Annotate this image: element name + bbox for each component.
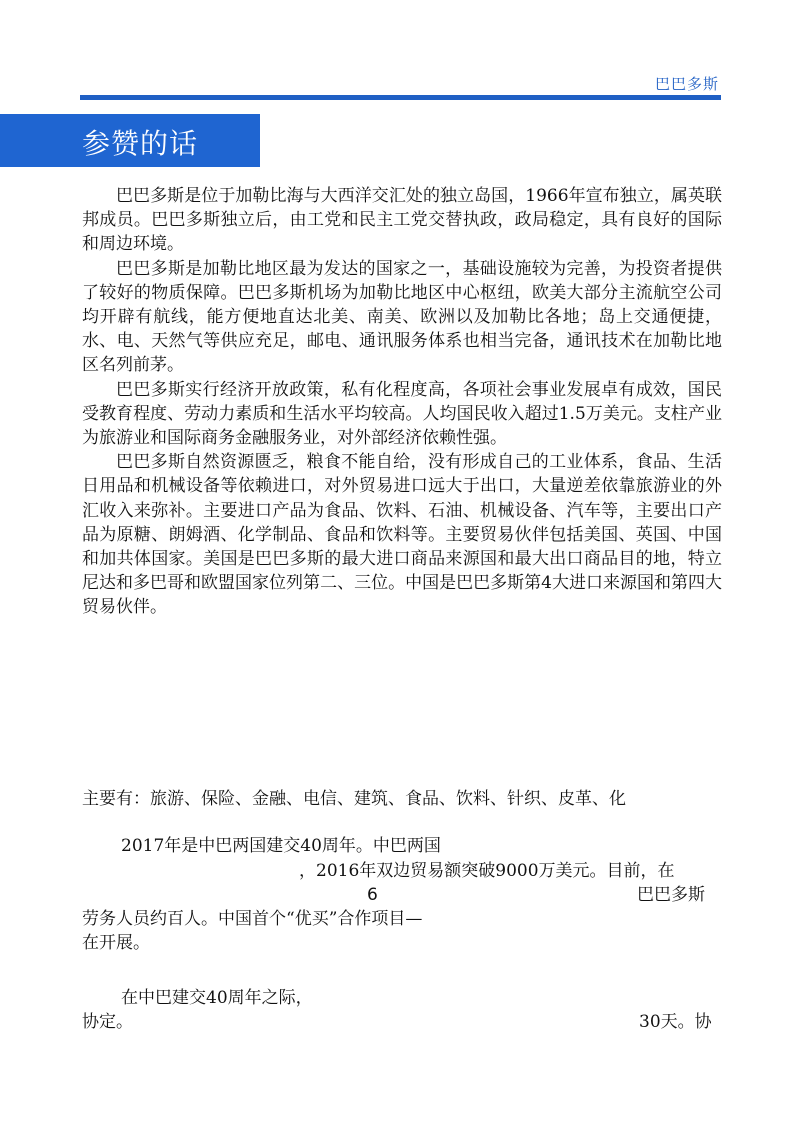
relations-fragment: 巴巴多斯	[637, 885, 705, 905]
relations-fragment: 劳务人员约百人。中国首个“优买”合作项目—	[82, 909, 423, 929]
paragraph: 巴巴多斯实行经济开放政策，私有化程度高，各项社会事业发展卓有成效，国民受教育程度、劳动力素质和生活水平均较高。人均国民收入超过1.5万美元。支柱产业为旅游业和国际商务金融服务业，对外部经济依赖性强。	[82, 379, 722, 449]
paragraph: 巴巴多斯是加勒比地区最为发达的国家之一，基础设施较为完善，为投资者提供了较好的物质保障。巴巴多斯机场为加勒比地区中心枢纽，欧美大部分主流航空公司均开辟有航线，能方便地直达北美、南美、欧洲以及加勒比各地；岛上交通便捷，水、电、天然气等供应充足，邮电、通讯服务体系也相当完备，通讯技术在加勒比地区名列前茅。	[82, 258, 722, 376]
paragraph: 巴巴多斯自然资源匮乏，粮食不能自给，没有形成自己的工业体系，食品、生活日用品和机械设备等依赖进口，对外贸易进口远大于出口，大量逆差依靠旅游业的外汇收入来弥补。主要进口产品为食品、饮料、石油、机械设备、汽车等，主要出口产品为原糖、朗姆酒、化学制品、食品和饮料等。主要贸易伙伴包括美国、英国、中国和加共体国家。美国是巴巴多斯的最大进口商品来源国和最大出口商品目的地，特立尼达和多巴哥和欧盟国家位列第二、三位。中国是巴巴多斯第4大进口来源国和第四大贸易伙伴。	[82, 452, 722, 618]
paragraph: 巴巴多斯是位于加勒比海与大西洋交汇处的独立岛国，1966年宣布独立，属英联邦成员。巴巴多斯独立后，由工党和民主工党交替执政，政局稳定，具有良好的国际和周边环境。	[82, 186, 722, 255]
relations-fragment-number: 6	[367, 885, 378, 905]
section-title: 参赞的话	[82, 127, 199, 160]
relations-fragment: 2017年是中巴两国建交40周年。中巴两国	[121, 836, 441, 856]
relations-fragment: 在开展。	[82, 933, 150, 953]
industries-line: 主要有：旅游、保险、金融、电信、建筑、食品、饮料、针织、皮革、化	[82, 789, 626, 809]
closing-fragment: 在中巴建交40周年之际，	[121, 988, 313, 1008]
closing-fragment: 30天。协	[639, 1012, 712, 1032]
relations-fragment: ，2016年双边贸易额突破9000万美元。目前，在	[299, 861, 675, 881]
header-rule	[80, 95, 721, 100]
closing-fragment: 协定。	[82, 1012, 133, 1032]
main-text	[82, 184, 722, 620]
running-header-country: 巴巴多斯	[654, 75, 719, 93]
